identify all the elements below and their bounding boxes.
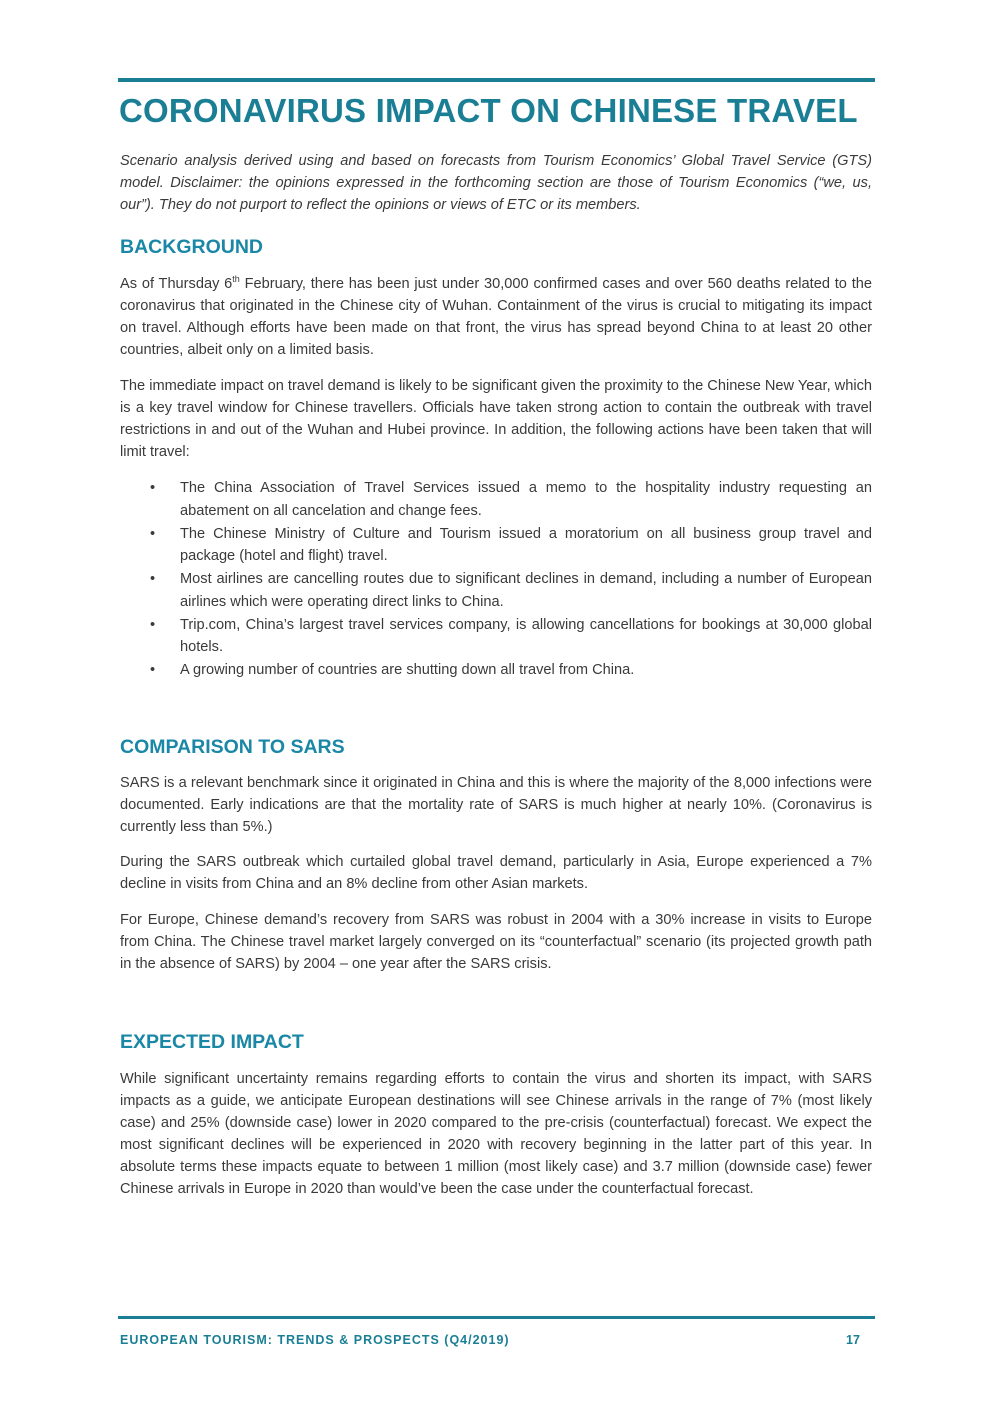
- background-paragraph-2: The immediate impact on travel demand is likely to be significant given the proximity to the Chinese New Year, which is a key travel window for Chinese travellers. Officials have taken strong action to contain the outbreak with travel restrictions in and out of the Wuhan and Hubei province. In addition, the following actions have been taken that will limit travel:: [120, 378, 872, 460]
- sars-heading: COMPARISON TO SARS: [120, 736, 345, 758]
- bullet-icon: •: [150, 616, 156, 633]
- list-item: • Most airlines are cancelling routes due to significant declines in demand, including a number of European airlines which were operating direct links to China.: [120, 568, 872, 613]
- footer-rule: [118, 1316, 875, 1319]
- impact-heading: EXPECTED IMPACT: [120, 1031, 304, 1053]
- list-item: • A growing number of countries are shutting down all travel from China.: [120, 659, 872, 682]
- intro-disclaimer: Scenario analysis derived using and based on forecasts from Tourism Economics’ Global Travel Service (GTS) model. Disclaimer: the opinions expressed in the forthcoming section are those of Tourism Economics (“we, us, our”). They do not purport to reflect the opinions or views of ETC or its members.: [120, 153, 872, 213]
- bullet-icon: •: [150, 662, 156, 678]
- impact-paragraph-1: While significant uncertainty remains regarding efforts to contain the virus and shorten its impact, with SARS impacts as a guide, we anticipate European destinations will see Chinese arrivals in the range of 7% (most likely case) and 25% (downside case) lower in 2020 compared to the pre-crisis (counterfactual) forecast. We expect the most significant declines will be experienced in 2020 with recovery beginning in the latter part of this year. In absolute terms these impacts equate to between 1 million (most likely case) and 3.7 million (downside case) fewer Chinese arrivals in Europe in 2020 than would’ve been the case under the counterfactual forecast.: [120, 1071, 872, 1197]
- bullet-icon: •: [150, 480, 156, 496]
- background-p1-start: As of Thursday 6: [120, 276, 233, 292]
- sars-paragraph-1: SARS is a relevant benchmark since it originated in China and this is where the majority of the 8,000 infections were documented. Early indications are that the mortality rate of SARS is much higher at nearly 10%. (Coronavirus is currently less than 5%.): [120, 775, 872, 835]
- list-item: • Trip.com, China’s largest travel services company, is allowing cancellations for bookings at 30,000 global hotels.: [120, 614, 872, 659]
- top-rule: [118, 78, 875, 82]
- background-paragraph-1: [120, 273, 872, 361]
- page-number: 17: [846, 1333, 860, 1347]
- background-heading: BACKGROUND: [120, 236, 263, 258]
- list-item: • The Chinese Ministry of Culture and Tourism issued a moratorium on all business group travel and package (hotel and flight) travel.: [120, 523, 872, 568]
- background-p1-rest: February, there has been just under 30,000 confirmed cases and over 560 deaths related to the coronavirus that originated in the Chinese city of Wuhan. Containment of the virus is crucial to mitigating its impact on travel. Although efforts have been made on that front, the virus has spread beyond China to at least 20 other countries, albeit only on a limited basis.: [120, 276, 872, 358]
- background-p1-sup: th: [232, 274, 240, 285]
- list-item: • The China Association of Travel Services issued a memo to the hospitality industry requesting an abatement on all cancelation and change fees.: [120, 477, 872, 522]
- bullet-icon: •: [150, 525, 156, 542]
- sars-paragraph-3: For Europe, Chinese demand’s recovery from SARS was robust in 2004 with a 30% increase in visits to Europe from China. The Chinese travel market largely converged on its “counterfactual” scenario (its projected growth path in the absence of SARS) by 2004 – one year after the SARS crisis.: [120, 912, 872, 972]
- page-title: CORONAVIRUS IMPACT ON CHINESE TRAVEL: [119, 92, 858, 129]
- actions-list: [120, 477, 872, 682]
- footer-title: EUROPEAN TOURISM: TRENDS & PROSPECTS (Q4/2019): [120, 1333, 510, 1347]
- bullet-icon: •: [150, 571, 156, 587]
- sars-paragraph-2: During the SARS outbreak which curtailed global travel demand, particularly in Asia, Europe experienced a 7% decline in visits from China and an 8% decline from other Asian markets.: [120, 854, 872, 892]
